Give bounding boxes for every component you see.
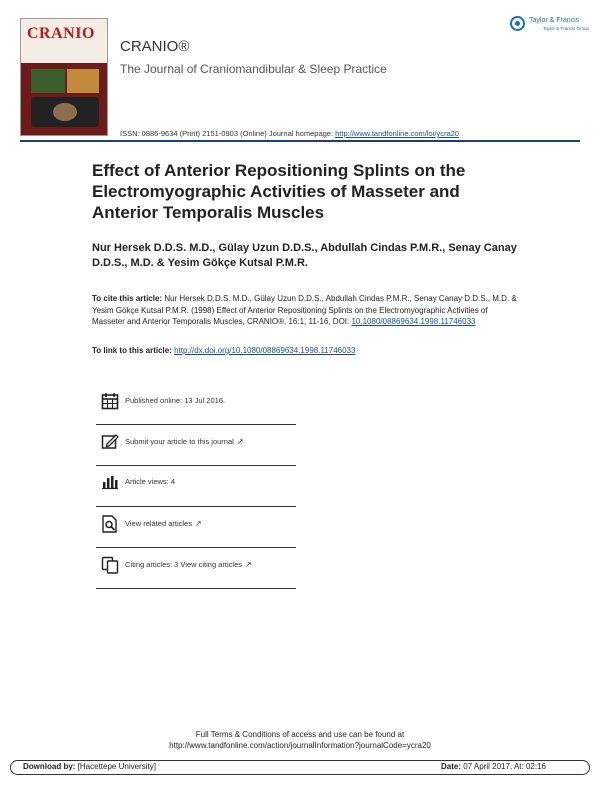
submit-article-item[interactable] <box>96 433 296 473</box>
published-online-text: Published online: 13 Jul 2016. <box>125 396 226 405</box>
downloaded-by-value: [Hacettepe University] <box>75 762 156 771</box>
external-link-icon: ↗ <box>236 437 244 446</box>
journal-subtitle: The Journal of Craniomandibular & Sleep Practice <box>120 62 387 76</box>
cover-title: CRANIO <box>27 25 95 42</box>
info-divider <box>96 547 296 548</box>
cover-photo <box>67 69 99 93</box>
related-articles-text: View related articles <box>125 519 192 528</box>
header-divider <box>20 140 580 142</box>
external-link-icon: ↗ <box>194 519 202 528</box>
publisher-logo-icon <box>510 16 525 31</box>
external-link-icon: ↗ <box>245 560 252 569</box>
related-articles-link[interactable] <box>125 519 202 528</box>
article-link-line <box>92 346 355 355</box>
citation-block <box>92 293 522 328</box>
copy-icon <box>101 556 119 574</box>
article-title: Effect of Anterior Repositioning Splints on the Electromyographic Activities of Masseter and Anterior Temporalis Muscles <box>92 161 466 222</box>
article-doi-link[interactable]: http://dx.doi.org/10.1080/08869634.1998.11746033 <box>174 346 356 355</box>
info-divider <box>96 424 296 425</box>
citing-articles-text: Citing articles: 3 View citing articles <box>125 560 242 569</box>
edit-icon <box>101 433 119 451</box>
publisher-logo <box>510 16 590 38</box>
article-views-item <box>96 473 296 513</box>
publisher-logo-group: Taylor & Francis Group <box>543 26 590 31</box>
calendar-icon <box>101 392 119 410</box>
terms-url[interactable]: http://www.tandfonline.com/action/journalInformation?journalCode=ycra20 <box>169 741 431 750</box>
related-articles-item[interactable] <box>96 515 296 555</box>
article-views-text: Article views: 4 <box>125 477 176 486</box>
download-date-label: Date: <box>441 762 462 771</box>
publisher-logo-name: Taylor & Francis <box>529 17 580 24</box>
citation-doi-link[interactable]: 10.1080/08869634.1998.11746033 <box>351 317 476 326</box>
download-date-value: 07 April 2017, At: 02:16 <box>461 762 546 771</box>
citation-label: To cite this article: <box>92 294 165 303</box>
bar-chart-icon <box>101 473 119 491</box>
journal-cover-image <box>20 18 108 136</box>
citation-text: Nur Hersek D.D.S. M.D., Gülay Uzun D.D.S., Abdullah Cindas P.M.R., Senay Canay D.D.S., M.D. & Yesim Gökçe Kutsal P.M.R. (1998) Effect of Anterior Repositioning Splints on the Electromyographic Activities of Masseter and Anterior Temporalis Muscles, CRANIO®, 16:1, 11-16, DOI: <box>92 294 517 326</box>
issn-line <box>120 129 459 138</box>
article-authors: Nur Hersek D.D.S. M.D., Gülay Uzun D.D.S., Abdullah Cindas P.M.R., Senay Canay D.D.S., M.D. & Yesim Gökçe Kutsal P.M.R. <box>92 242 517 269</box>
cover-photo <box>31 69 65 93</box>
submit-article-link[interactable] <box>125 437 244 446</box>
issn-text: ISSN: 0886-9634 (Print) 2151-0903 (Online) Journal homepage: <box>120 129 336 138</box>
search-document-icon <box>101 515 119 533</box>
download-date <box>441 762 546 771</box>
info-divider <box>96 506 296 507</box>
submit-article-text: Submit your article to this journal <box>125 437 234 446</box>
downloaded-by-label: Download by: <box>23 762 76 771</box>
journal-homepage-link[interactable]: http://www.tandfonline.com/loi/ycra20 <box>335 129 459 138</box>
journal-name: CRANIO® <box>120 38 190 55</box>
cover-photo <box>31 97 99 127</box>
downloaded-by <box>23 762 156 771</box>
download-info-bar <box>10 760 590 775</box>
info-divider <box>96 588 296 589</box>
published-online-item <box>96 392 296 432</box>
citing-articles-item[interactable] <box>96 556 296 596</box>
terms-text: Full Terms & Conditions of access and use can be found at <box>195 730 405 739</box>
info-divider <box>96 465 296 466</box>
article-link-label: To link to this article: <box>92 346 175 355</box>
citing-articles-link[interactable] <box>125 560 252 569</box>
